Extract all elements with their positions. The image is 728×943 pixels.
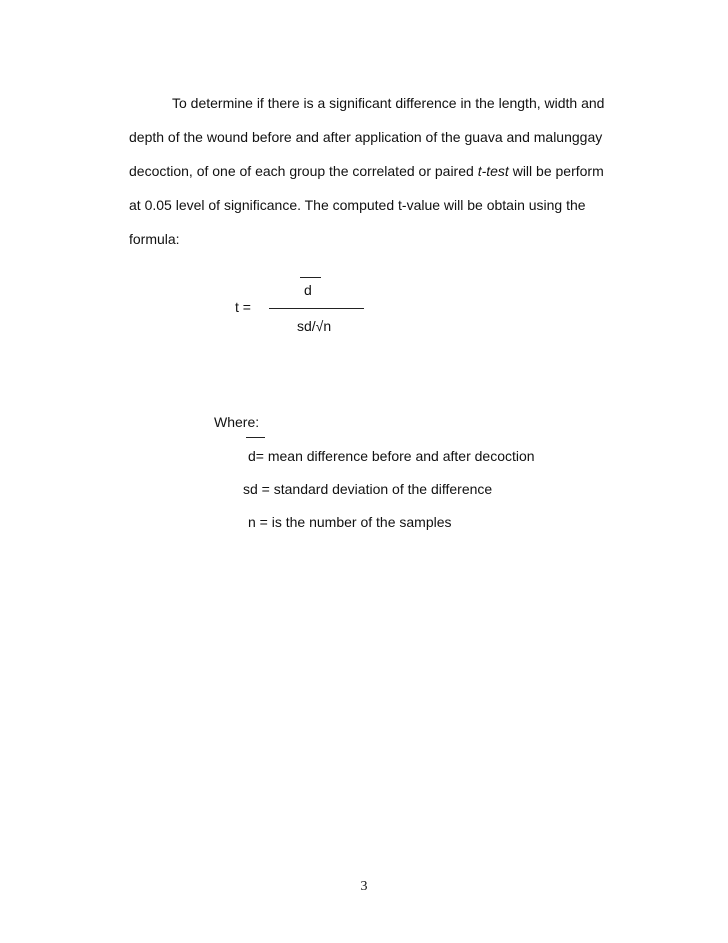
paragraph-line-3-tail: will be perform xyxy=(508,163,604,179)
fraction-bar xyxy=(269,308,364,309)
definition-n: n = is the number of the samples xyxy=(248,514,452,530)
paragraph-line-1: To determine if there is a significant difference in the length, width and xyxy=(172,95,605,111)
t-test-formula xyxy=(0,0,728,400)
numerator-overbar xyxy=(300,277,321,278)
paragraph-line-5: formula: xyxy=(129,231,180,247)
paragraph-line-2: depth of the wound before and after application of the guava and malunggay xyxy=(129,129,603,145)
where-heading: Where: xyxy=(214,414,260,430)
definition-d: d= mean difference before and after decoction xyxy=(248,448,535,464)
t-test-term: t-test xyxy=(477,163,509,179)
d-bar-overline xyxy=(246,437,265,438)
paragraph-line-4: at 0.05 level of significance. The computed t-value will be obtain using the xyxy=(129,197,586,213)
formula-lhs: t = xyxy=(235,299,251,315)
formula-denominator: sd/√n xyxy=(297,318,332,334)
paragraph-line-3-text: decoction, of one of each group the correlated or paired xyxy=(129,163,478,179)
page-number: 3 xyxy=(360,879,368,894)
definition-sd: sd = standard deviation of the difference xyxy=(243,481,493,497)
formula-numerator: d xyxy=(304,282,312,298)
